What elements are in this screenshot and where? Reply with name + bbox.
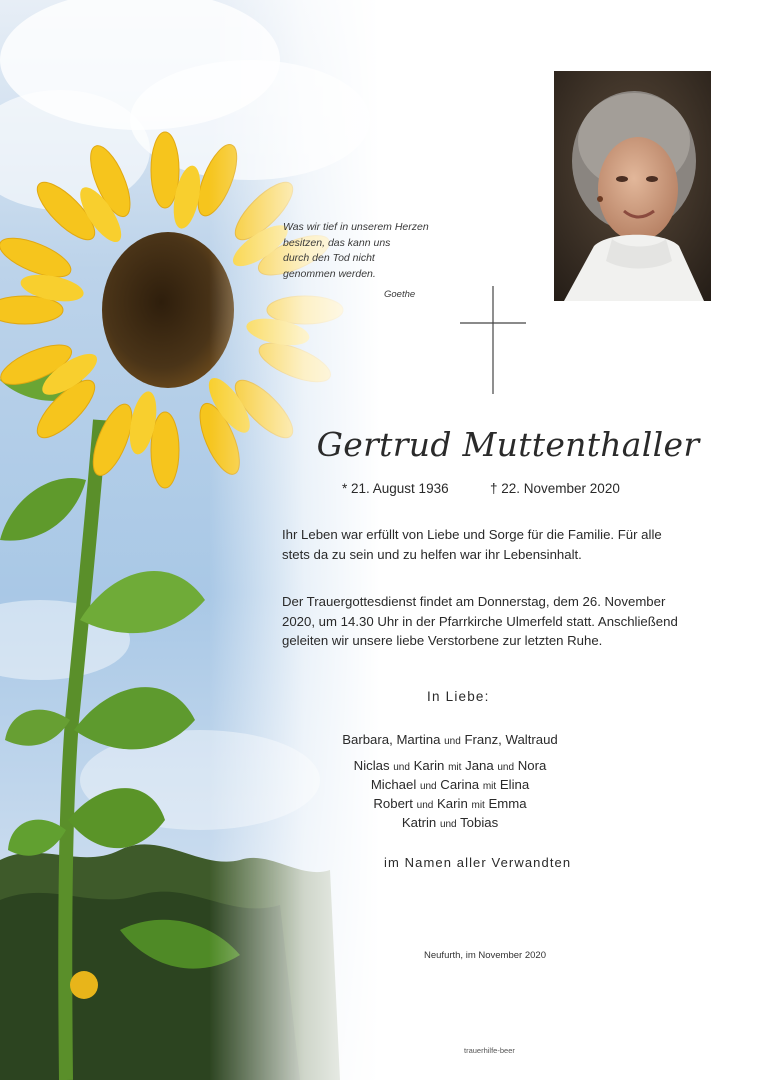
mourner-names: Karin bbox=[437, 796, 468, 811]
paragraph-line: Ihr Leben war erfüllt von Liebe und Sorge für die Familie. Für alle bbox=[282, 527, 662, 542]
quote-line: Was wir tief in unserem Herzen bbox=[283, 221, 429, 233]
deceased-name: Gertrud Muttenthaller bbox=[316, 425, 700, 464]
conjunction: und bbox=[416, 800, 434, 811]
quote bbox=[283, 220, 483, 282]
paragraph-line: stets da zu sein und zu helfen war ihr Lebensinhalt. bbox=[282, 546, 582, 562]
mourner-names: Michael bbox=[370, 777, 417, 792]
conjunction: mit bbox=[471, 800, 485, 811]
mourner-names: Karin bbox=[413, 758, 445, 773]
mourner-line bbox=[300, 777, 600, 792]
mourner-names: Tobias bbox=[460, 815, 499, 830]
mourner-line bbox=[300, 758, 600, 773]
death-date: † 22. November 2020 bbox=[490, 481, 620, 496]
mourner-names: Elina bbox=[499, 777, 530, 792]
paragraph-line: Der Trauergottesdienst findet am Donnerstag, dem 26. November bbox=[282, 594, 666, 609]
mourners-closing: im Namen aller Verwandten bbox=[384, 855, 572, 870]
mourner-line bbox=[300, 796, 600, 811]
quote-line: durch den Tod nicht bbox=[283, 252, 375, 264]
conjunction: und bbox=[497, 762, 515, 773]
mourner-names: Emma bbox=[488, 796, 527, 811]
mourner-names: Franz, Waltraud bbox=[464, 732, 558, 747]
quote-author: Goethe bbox=[384, 289, 416, 300]
conjunction: und bbox=[439, 819, 457, 830]
mourner-names: Carina bbox=[440, 777, 480, 792]
mourners-heading: In Liebe: bbox=[427, 689, 490, 704]
conjunction: und bbox=[444, 736, 461, 747]
paragraph-line: geleiten wir unsere liebe Verstorbene zur letzten Ruhe. bbox=[282, 633, 603, 648]
mourner-names: Niclas bbox=[353, 758, 390, 773]
mourner-names: Nora bbox=[517, 758, 547, 773]
place-date: Neufurth, im November 2020 bbox=[424, 950, 546, 961]
mourner-names: Barbara, Martina bbox=[342, 732, 441, 747]
cross-icon bbox=[460, 286, 526, 394]
mourner-names: Robert bbox=[373, 796, 413, 811]
conjunction: mit bbox=[448, 762, 462, 773]
birth-date: * 21. August 1936 bbox=[342, 481, 449, 496]
mourner-line bbox=[300, 732, 600, 747]
service-paragraph bbox=[282, 592, 712, 651]
conjunction: mit bbox=[482, 781, 497, 792]
portrait-photo bbox=[554, 71, 711, 301]
mourner-line bbox=[300, 815, 600, 830]
mourner-names: Jana bbox=[465, 758, 494, 773]
quote-line: genommen werden. bbox=[283, 267, 376, 280]
conjunction: und bbox=[393, 762, 410, 773]
mourner-names: Katrin bbox=[401, 815, 437, 830]
print-credit: trauerhilfe-beer bbox=[464, 1046, 515, 1055]
conjunction: und bbox=[419, 781, 437, 792]
quote-line: besitzen, das kann uns bbox=[283, 236, 391, 249]
paragraph-line: 2020, um 14.30 Uhr in der Pfarrkirche Ulmerfeld statt. Anschließend bbox=[282, 613, 678, 629]
life-paragraph bbox=[282, 525, 712, 564]
